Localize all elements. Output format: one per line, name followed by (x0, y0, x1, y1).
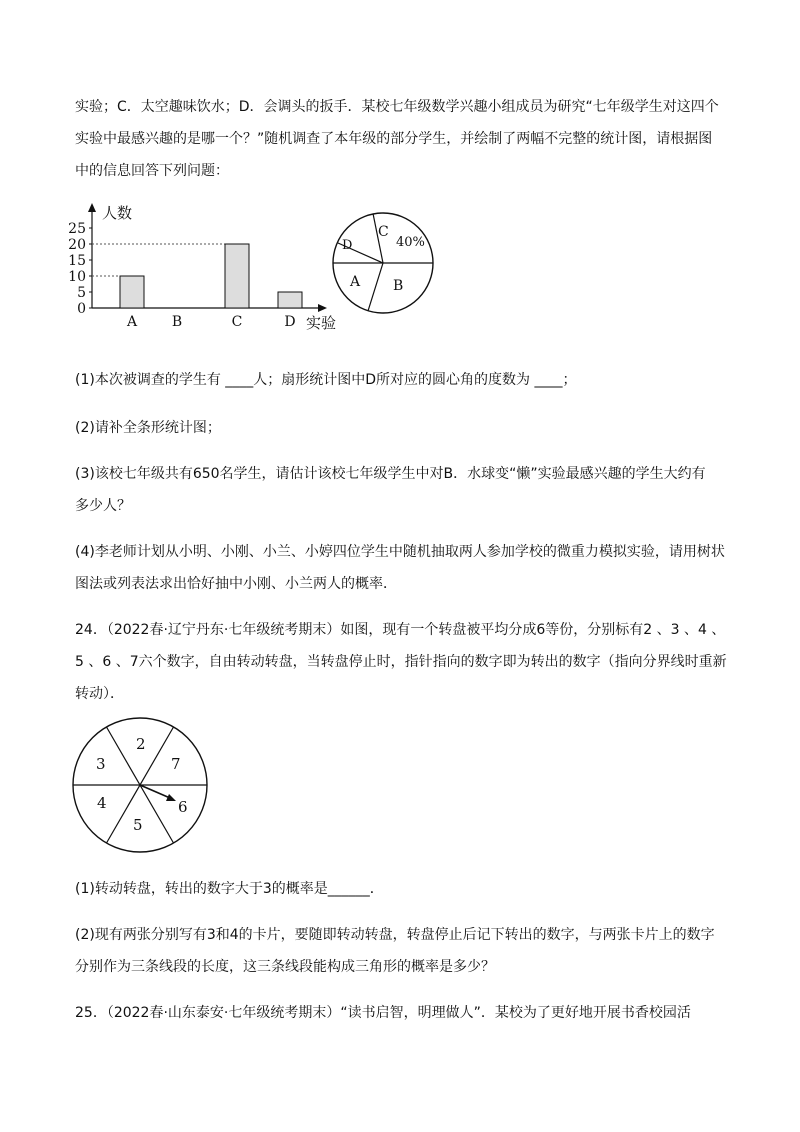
q23-part-4a: (4)李老师计划从小明、小刚、小兰、小婷四位学生中随机抽取两人参加学校的微重力模拟实验，请用树状 (75, 544, 725, 560)
y-tick-label: 20 (68, 237, 86, 253)
x-axis-arrow (318, 304, 327, 312)
y-tick-label: 25 (68, 221, 86, 237)
spinner-number-2: 2 (136, 735, 146, 753)
q25-line-1: 25．（2022春·山东泰安·七年级统考期末）“读书启智，明理做人”．某校为了更好地开展书香校园活 (75, 1005, 691, 1021)
spinner-pointer (140, 785, 170, 798)
y-axis-label: 人数 (102, 204, 133, 222)
q24-part-2b: 分别作为三条线段的长度，这三条线段能构成三角形的概率是多少？ (75, 959, 495, 975)
pie-divider-a-b (368, 263, 383, 311)
pie-chart-svg (328, 208, 438, 318)
pie-chart (328, 208, 438, 322)
y-tick-label: 0 (77, 301, 86, 317)
x-category-label-c: C (231, 314, 243, 330)
pie-label-a: A (350, 274, 361, 290)
y-tick-label: 10 (68, 269, 86, 285)
pie-label-c: C (378, 224, 389, 240)
spinner-number-6: 6 (178, 798, 188, 816)
spinner-number-4: 4 (97, 794, 107, 812)
q24-part-1: (1)转动转盘，转出的数字大于3的概率是______． (75, 881, 384, 897)
bar-a (120, 276, 144, 308)
q23-part-1: (1)本次被调查的学生有 ____人；扇形统计图中D所对应的圆心角的度数为 ____； (75, 372, 577, 388)
y-axis-arrow (88, 203, 96, 212)
pie-label-b: B (393, 278, 404, 294)
x-category-label-d: D (284, 314, 296, 330)
q23-part-3b: 多少人？ (75, 498, 131, 514)
bar-d (278, 292, 302, 308)
intro-line-3: 中的信息回答下列问题： (75, 163, 229, 179)
bar-chart (60, 198, 353, 342)
q24-line-3: 转动）． (75, 686, 124, 702)
spinner-pointer-head (166, 794, 176, 801)
pie-label-percent: 40% (396, 235, 425, 250)
q23-part-2: (2)请补全条形统计图； (75, 420, 221, 436)
q24-line-2: 5 、6 、7六个数字，自由转动转盘，当转盘停止时，指针指向的数字即为转出的数字（指向分界线时重新 (75, 654, 727, 670)
q24-line-1: 24．（2022春·辽宁丹东·七年级统考期末）如图，现有一个转盘被平均分成6等份，分别标有2 、3 、4 、 (75, 622, 726, 638)
spinner-number-7: 7 (171, 755, 181, 773)
spinner-figure (70, 715, 210, 859)
q24-part-2a: (2)现有两张分别写有3和4的卡片，要随即转动转盘，转盘停止后记下转出的数字，与两张卡片上的数字 (75, 927, 715, 943)
x-category-label-a: A (126, 314, 138, 330)
q23-part-3a: (3)该校七年级共有650名学生，请估计该校七年级学生中对B．水球变“懒”实验最感兴趣的学生大约有 (75, 466, 706, 482)
pie-label-d: D (342, 238, 353, 253)
bar-c (225, 244, 249, 308)
intro-line-2: 实验中最感兴趣的是哪一个？”随机调查了本年级的部分学生，并绘制了两幅不完整的统计图，请根据图 (75, 131, 713, 147)
q23-part-4b: 图法或列表法求出恰好抽中小刚、小兰两人的概率． (75, 576, 397, 592)
bar-chart-svg (60, 198, 353, 338)
y-tick-label: 15 (68, 253, 86, 269)
intro-line-1: 实验；C．太空趣味饮水；D．会调头的扳手．某校七年级数学兴趣小组成员为研究“七年级学生对这四个 (75, 99, 719, 115)
x-category-label-b: B (171, 314, 183, 330)
spinner-svg (70, 715, 210, 855)
spinner-number-5: 5 (133, 816, 143, 834)
spinner-number-3: 3 (96, 755, 106, 773)
x-axis-label: 实验 (306, 314, 337, 332)
y-tick-label: 5 (77, 285, 86, 301)
